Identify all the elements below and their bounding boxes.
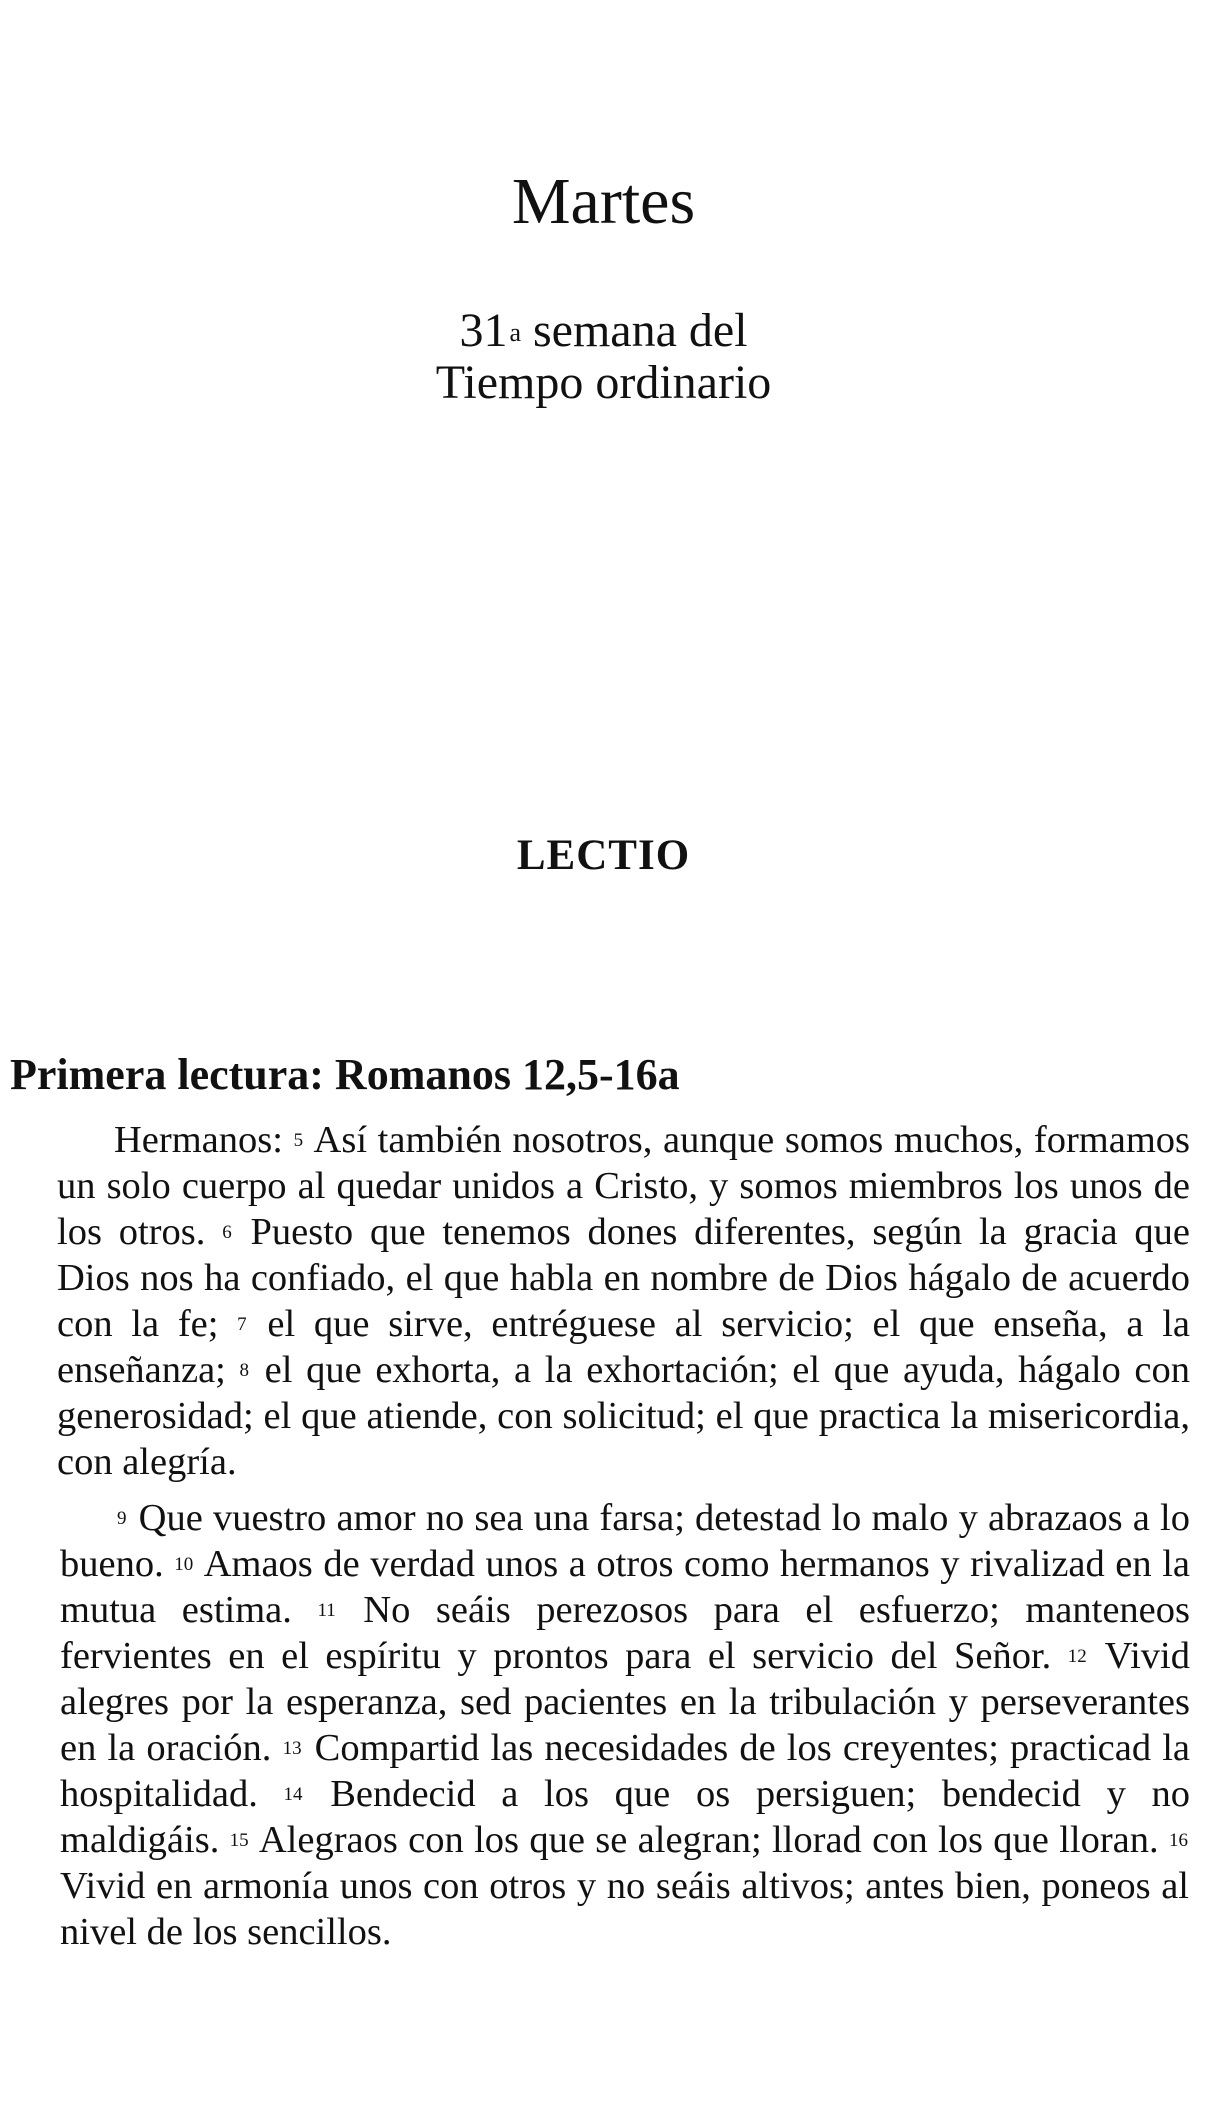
- verse-text: Vivid alegres por la esperanza, sed pacientes en la tribulación y perseverantes en la oración.: [60, 1635, 1190, 1769]
- section-heading: LECTIO: [516, 831, 691, 879]
- verse-number: 6: [222, 1222, 232, 1243]
- verse-text: Vivid en armonía unos con otros y no seáis altivos; antes bien, poneos al nivel de los sencillos.: [60, 1865, 1190, 1953]
- verse-text: Puesto que tenemos dones diferentes, según la gracia que Dios nos ha confiado, el que habla en nombre de Dios hágalo de acuerdo con la fe;: [57, 1211, 1190, 1345]
- reading-paragraph: [60, 1495, 1190, 1955]
- verse-text: el que exhorta, a la exhortación; el que ayuda, hágalo con generosidad; el que atiende, con solicitud; el que practica la misericordia, con alegría.: [57, 1349, 1191, 1483]
- verse-number: 5: [293, 1130, 304, 1151]
- reading-paragraph: [57, 1117, 1190, 1485]
- verse-text: Alegraos con los que se alegran; llorad con los que lloran.: [250, 1819, 1169, 1861]
- day-title: Martes: [511, 165, 696, 239]
- verse-text: Así también nosotros, aunque somos muchos, formamos un solo cuerpo al quedar unidos a Cristo, y somos miembros los unos de los otros.: [57, 1119, 1190, 1253]
- week-label: semana del: [532, 304, 748, 357]
- verse-text: Que vuestro amor no sea una farsa; detestad lo malo y abrazaos a lo bueno.: [60, 1497, 1190, 1585]
- reading-text: [57, 1117, 1191, 1965]
- verse-number: 11: [317, 1600, 336, 1621]
- verse-number: 13: [282, 1738, 302, 1759]
- liturgical-week: [0, 305, 1207, 409]
- verse-number: 12: [1067, 1646, 1087, 1667]
- verse-text: No seáis perezosos para el esfuerzo; manteneos fervientes en el espíritu y prontos para el servicio del Señor.: [60, 1589, 1191, 1677]
- verse-number: 14: [283, 1784, 303, 1805]
- verse-text: Compartid las necesidades de los creyentes; practicad la hospitalidad.: [60, 1727, 1190, 1815]
- week-ordinal-mark: a: [509, 318, 521, 347]
- reading-title: Primera lectura: Romanos 12,5-16a: [10, 1050, 680, 1099]
- verse-number: 7: [237, 1314, 247, 1335]
- verse-number: 9: [117, 1508, 127, 1529]
- salutation: Hermanos:: [114, 1119, 294, 1161]
- verse-number: 8: [239, 1360, 250, 1381]
- season-name: Tiempo ordinario: [435, 356, 772, 409]
- verse-text: Amaos de verdad unos a otros como hermanos y rivalizad en la mutua estima.: [60, 1543, 1190, 1631]
- week-number: 31: [459, 304, 508, 357]
- verse-number: 15: [229, 1830, 249, 1851]
- verse-text: Bendecid a los que os persiguen; bendecid y no maldigáis.: [60, 1773, 1191, 1861]
- week-line: [0, 305, 1207, 357]
- verse-text: el que sirve, entréguese al servicio; el que enseña, a la enseñanza;: [57, 1303, 1190, 1391]
- verse-number: 10: [174, 1554, 194, 1575]
- verse-number: 16: [1168, 1830, 1188, 1851]
